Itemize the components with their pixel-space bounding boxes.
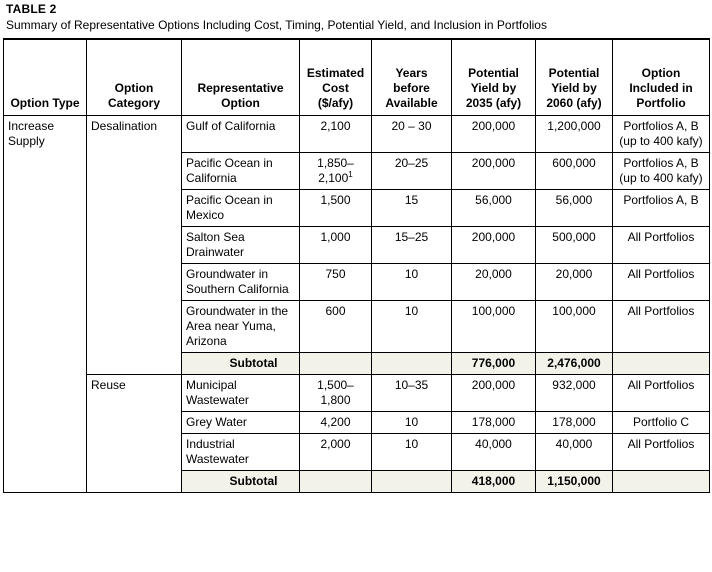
- cell-portfolio: All Portfolios: [613, 227, 710, 264]
- cell-estimated-cost: [300, 190, 372, 227]
- cell-portfolio: All Portfolios: [613, 301, 710, 353]
- cost-value: 4,200: [320, 415, 351, 429]
- cell-years-before: 10: [372, 301, 452, 353]
- cell-yield-2060: 40,000: [536, 434, 613, 471]
- cell-option-category: Desalination: [87, 116, 182, 375]
- cell-estimated-cost: [300, 375, 372, 412]
- table-body: [4, 116, 710, 493]
- cell-estimated-cost: [300, 434, 372, 471]
- cell-years-before: 20–25: [372, 153, 452, 190]
- cell-representative-option: Groundwater in the Area near Yuma, Arizona: [182, 301, 300, 353]
- cell-yield-2060: 56,000: [536, 190, 613, 227]
- cell-option-type: Increase Supply: [4, 116, 87, 493]
- header-option-type: Option Type: [4, 39, 87, 116]
- cell-portfolio: All Portfolios: [613, 264, 710, 301]
- subtotal-label: Subtotal: [182, 353, 300, 375]
- cost-value: 750: [325, 267, 346, 281]
- table-label: TABLE 2: [6, 2, 57, 16]
- cell-representative-option: Groundwater in Southern California: [182, 264, 300, 301]
- table-row: [4, 375, 710, 412]
- cell-yield-2035: 56,000: [452, 190, 536, 227]
- cell-yield-2035: 178,000: [452, 412, 536, 434]
- subtotal-empty-cell: [613, 471, 710, 493]
- cell-representative-option: Municipal Wastewater: [182, 375, 300, 412]
- header-yield-2035: Potential Yield by 2035 (afy): [452, 39, 536, 116]
- subtotal-empty-cell: [372, 353, 452, 375]
- cell-yield-2060: 1,200,000: [536, 116, 613, 153]
- cell-portfolio: Portfolios A, B: [613, 190, 710, 227]
- cell-estimated-cost: [300, 264, 372, 301]
- cell-yield-2035: 200,000: [452, 116, 536, 153]
- cell-portfolio: Portfolios A, B (up to 400 kafy): [613, 116, 710, 153]
- subtotal-empty-cell: [300, 353, 372, 375]
- cell-representative-option: Gulf of California: [182, 116, 300, 153]
- subtotal-empty-cell: [372, 471, 452, 493]
- table-title: Summary of Representative Options Including Cost, Timing, Potential Yield, and Inclusion in Portfolios: [6, 18, 547, 32]
- cell-yield-2035: 20,000: [452, 264, 536, 301]
- cell-estimated-cost: [300, 412, 372, 434]
- cell-years-before: 10–35: [372, 375, 452, 412]
- subtotal-yield-2035: 776,000: [452, 353, 536, 375]
- cost-value: 1,850–2,100: [317, 156, 354, 185]
- cell-portfolio: All Portfolios: [613, 434, 710, 471]
- footnote-marker: 1: [348, 170, 353, 179]
- cell-representative-option: Industrial Wastewater: [182, 434, 300, 471]
- cost-value: 600: [325, 304, 346, 318]
- cell-years-before: 10: [372, 412, 452, 434]
- cost-value: 2,100: [320, 119, 351, 133]
- cell-portfolio: All Portfolios: [613, 375, 710, 412]
- cell-years-before: 10: [372, 434, 452, 471]
- cell-yield-2060: 932,000: [536, 375, 613, 412]
- cost-value: 1,500–1,800: [317, 378, 354, 407]
- cell-representative-option: Pacific Ocean in Mexico: [182, 190, 300, 227]
- cell-years-before: 15: [372, 190, 452, 227]
- cell-estimated-cost: [300, 116, 372, 153]
- cost-value: 1,000: [320, 230, 351, 244]
- subtotal-yield-2060: 2,476,000: [536, 353, 613, 375]
- subtotal-yield-2035: 418,000: [452, 471, 536, 493]
- cell-representative-option: Grey Water: [182, 412, 300, 434]
- cell-yield-2035: 200,000: [452, 227, 536, 264]
- cell-yield-2060: 100,000: [536, 301, 613, 353]
- subtotal-empty-cell: [300, 471, 372, 493]
- cell-portfolio: Portfolio C: [613, 412, 710, 434]
- cell-years-before: 15–25: [372, 227, 452, 264]
- cell-estimated-cost: [300, 153, 372, 190]
- header-representative-option: Representative Option: [182, 39, 300, 116]
- cell-years-before: 20 – 30: [372, 116, 452, 153]
- cell-yield-2035: 200,000: [452, 375, 536, 412]
- cell-portfolio: Portfolios A, B (up to 400 kafy): [613, 153, 710, 190]
- cell-yield-2035: 40,000: [452, 434, 536, 471]
- options-table: [3, 38, 710, 493]
- cell-representative-option: Pacific Ocean in California: [182, 153, 300, 190]
- cell-estimated-cost: [300, 227, 372, 264]
- cell-yield-2060: 500,000: [536, 227, 613, 264]
- table-row: [4, 116, 710, 153]
- cell-option-category: Reuse: [87, 375, 182, 493]
- cell-yield-2035: 100,000: [452, 301, 536, 353]
- cell-yield-2035: 200,000: [452, 153, 536, 190]
- cell-yield-2060: 600,000: [536, 153, 613, 190]
- header-option-category: Option Category: [87, 39, 182, 116]
- subtotal-empty-cell: [613, 353, 710, 375]
- subtotal-label: Subtotal: [182, 471, 300, 493]
- header-portfolio: Option Included in Portfolio: [613, 39, 710, 116]
- cell-yield-2060: 178,000: [536, 412, 613, 434]
- cell-representative-option: Salton Sea Drainwater: [182, 227, 300, 264]
- cost-value: 1,500: [320, 193, 351, 207]
- header-years-before: Years before Available: [372, 39, 452, 116]
- subtotal-yield-2060: 1,150,000: [536, 471, 613, 493]
- cell-estimated-cost: [300, 301, 372, 353]
- header-yield-2060: Potential Yield by 2060 (afy): [536, 39, 613, 116]
- cell-years-before: 10: [372, 264, 452, 301]
- header-row: [4, 39, 710, 116]
- header-estimated-cost: Estimated Cost ($/afy): [300, 39, 372, 116]
- cost-value: 2,000: [320, 437, 351, 451]
- cell-yield-2060: 20,000: [536, 264, 613, 301]
